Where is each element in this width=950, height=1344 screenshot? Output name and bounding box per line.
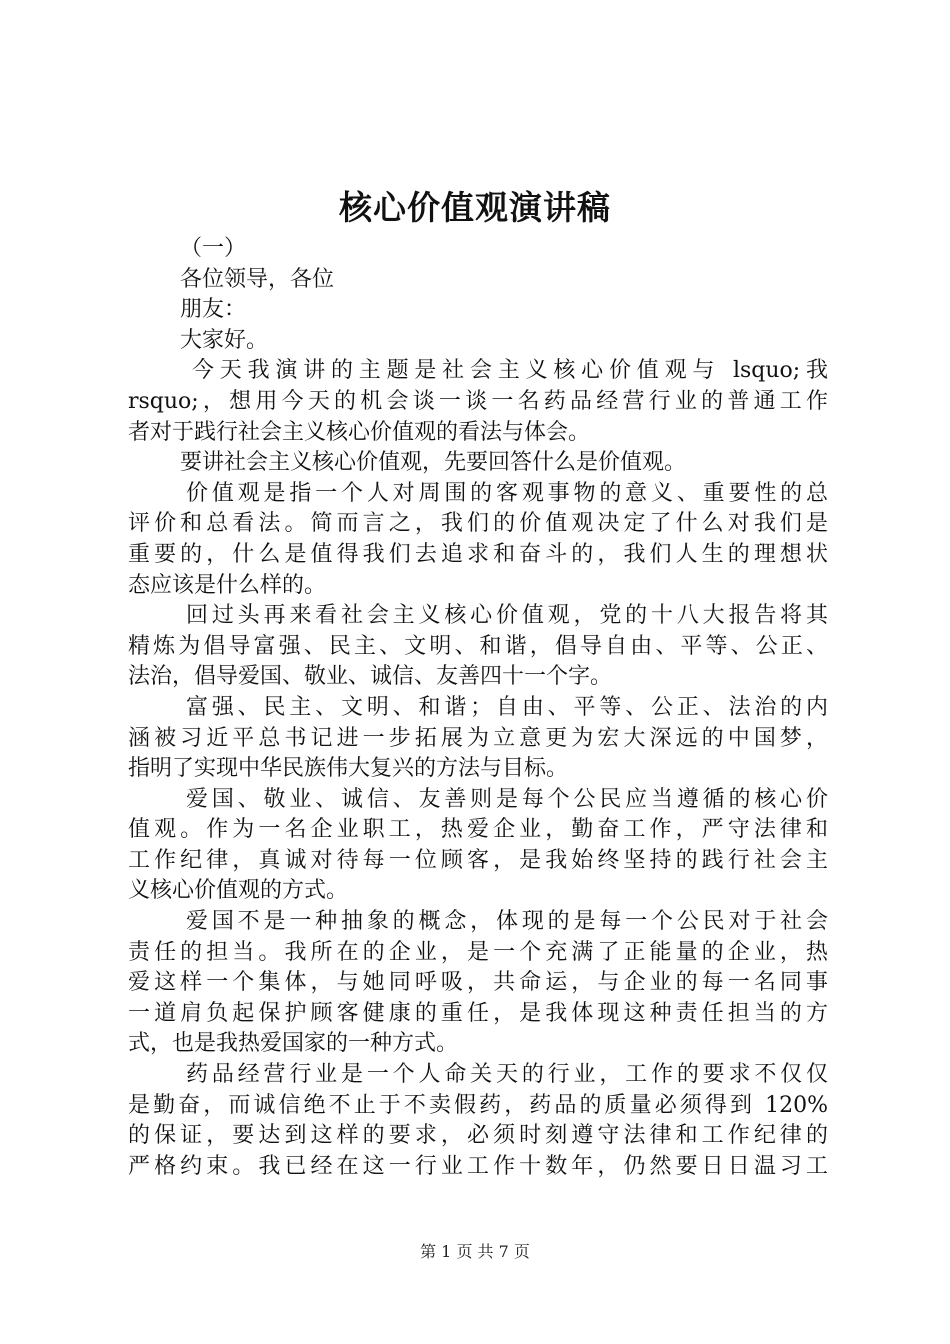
body-line: 大家好。	[180, 327, 269, 353]
body-line: 评价和总看法。简而言之，我们的价值观决定了什么对我们是	[128, 511, 828, 537]
body-line: 是勤奋，而诚信绝不止于不卖假药，药品的质量必须得到 120%	[128, 1092, 828, 1118]
body-line: 药品经营行业是一个人命关天的行业，工作的要求不仅仅	[186, 1062, 828, 1088]
body-line: 今天我演讲的主题是社会主义核心价值观与 lsquo;我	[192, 358, 828, 384]
body-line: 价值观是指一个人对周围的客观事物的意义、重要性的总	[186, 480, 828, 506]
body-line: 责任的担当。我所在的企业，是一个充满了正能量的企业，热	[128, 939, 828, 965]
body-line: 法治，倡导爱国、敬业、诚信、友善四十一个字。	[128, 664, 613, 690]
body-line: 朋友：	[180, 297, 247, 323]
body-line: 富强、民主、文明、和谐；自由、平等、公正、法治的内	[186, 694, 828, 720]
body-line: 严格约束。我已经在这一行业工作十数年，仍然要日日温习工	[128, 1153, 828, 1179]
body-line: 重要的，什么是值得我们去追求和奋斗的，我们人生的理想状	[128, 541, 828, 567]
document-body	[128, 234, 828, 1182]
body-line: 爱这样一个集体，与她同呼吸，共命运，与企业的每一名同事	[128, 970, 828, 996]
body-line: 要讲社会主义核心价值观，先要回答什么是价值观。	[180, 450, 687, 476]
body-line: 涵被习近平总书记进一步拓展为立意更为宏大深远的中国梦，	[128, 725, 828, 751]
page-footer: 第 1 页 共 7 页	[420, 1242, 530, 1261]
body-line: 爱国、敬业、诚信、友善则是每个公民应当遵循的核心价	[186, 786, 828, 812]
body-line: 爱国不是一种抽象的概念，体现的是每一个公民对于社会	[186, 909, 828, 935]
section-number: （一）	[180, 236, 247, 261]
body-line: 回过头再来看社会主义核心价值观，党的十八大报告将其	[186, 603, 828, 629]
body-line: 一道肩负起保护顾客健康的重任，是我体现这种责任担当的方	[128, 1000, 828, 1026]
body-line: 义核心价值观的方式。	[128, 878, 349, 904]
body-line: 指明了实现中华民族伟大复兴的方法与目标。	[128, 756, 569, 782]
document-title: 核心价值观演讲稿	[339, 188, 611, 227]
body-line: 工作纪律，真诚对待每一位顾客，是我始终坚持的践行社会主	[128, 847, 828, 873]
body-line: 各位领导，各位	[180, 266, 335, 292]
body-line: 者对于践行社会主义核心价值观的看法与体会。	[128, 419, 591, 445]
body-line: 式，也是我热爱国家的一种方式。	[128, 1031, 459, 1057]
body-line: 值观。作为一名企业职工，热爱企业，勤奋工作，严守法律和	[128, 817, 828, 843]
body-line: 态应该是什么样的。	[128, 572, 327, 598]
body-line: 精炼为倡导富强、民主、文明、和谐，倡导自由、平等、公正、	[128, 633, 828, 659]
body-line: rsquo;，想用今天的机会谈一谈一名药品经营行业的普通工作	[128, 388, 828, 414]
body-line: 的保证，要达到这样的要求，必须时刻遵守法律和工作纪律的	[128, 1123, 828, 1149]
